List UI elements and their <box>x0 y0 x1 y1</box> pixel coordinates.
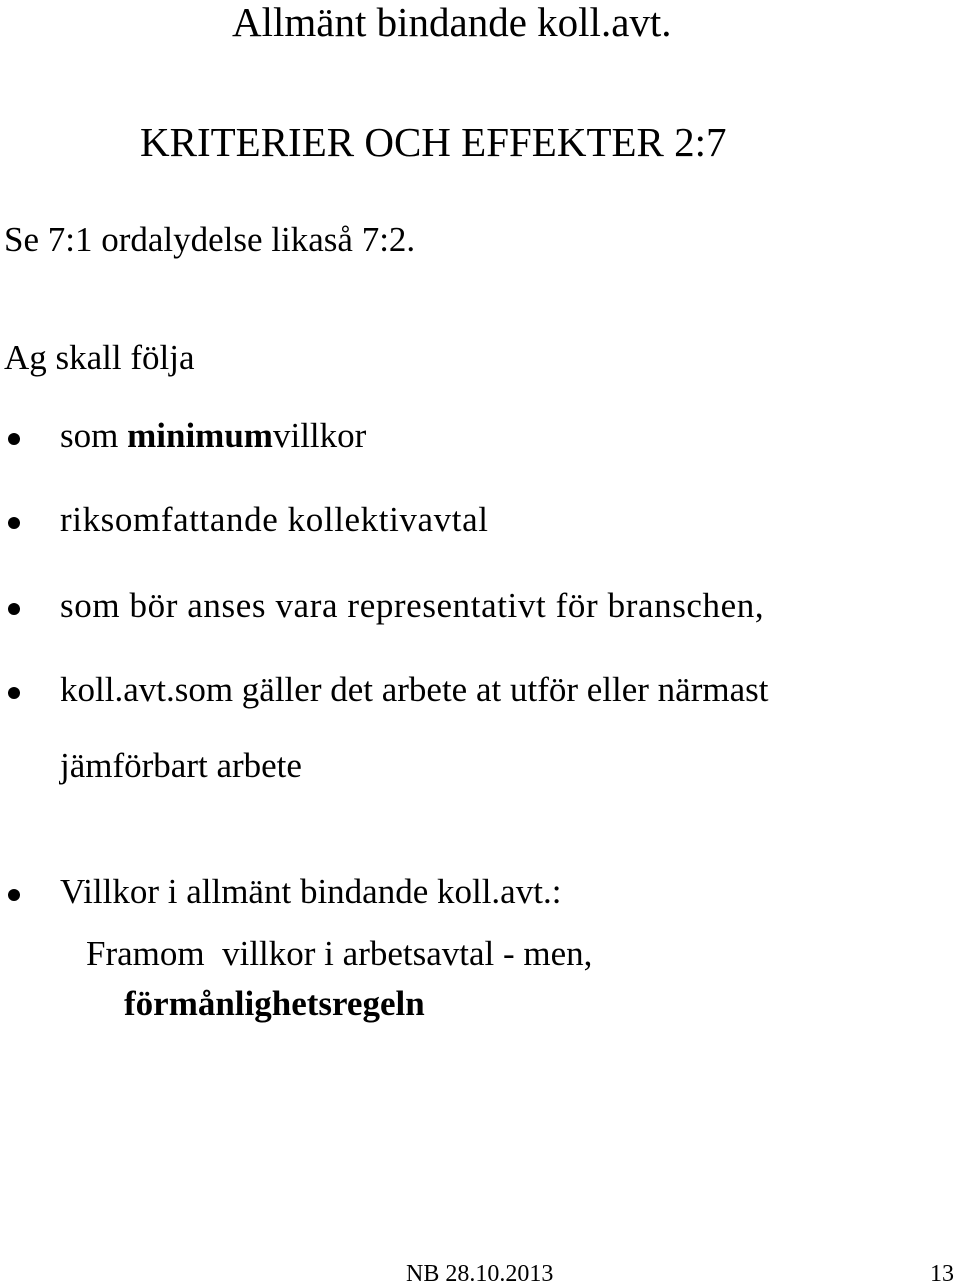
slide-subtitle: KRITERIER OCH EFFEKTER 2:7 <box>140 119 727 165</box>
bullet-dot-icon <box>8 687 20 699</box>
bullet-text: riksomfattande kollektivavtal <box>60 500 489 539</box>
bullet-dot-icon <box>8 603 20 615</box>
intro-text: Se 7:1 ordalydelse likaså 7:2. <box>4 220 416 259</box>
bullet-bold-word: minimum <box>127 416 273 455</box>
bullet-dot-icon <box>8 517 20 529</box>
bullet-dot-icon <box>8 889 20 901</box>
bullet-text: som bör anses vara representativt för branschen, <box>60 586 765 625</box>
bullet-continuation: jämförbart arbete <box>60 746 302 785</box>
slide-title: Allmänt bindande koll.avt. <box>232 0 672 45</box>
page-number: 13 <box>930 1261 954 1287</box>
bullet-text: koll.avt.som gäller det arbete at utför eller närmast <box>60 670 769 709</box>
bullet-suffix: villkor <box>272 416 367 455</box>
lead-text: Ag skall följa <box>4 338 195 377</box>
bullet-dot-icon <box>8 433 20 445</box>
bullet-prefix: som <box>60 416 128 455</box>
bullet-text <box>60 418 366 453</box>
footer-date: NB 28.10.2013 <box>406 1261 554 1287</box>
sub-line: Framom villkor i arbetsavtal - men, <box>86 934 593 973</box>
bullet-text: Villkor i allmänt bindande koll.avt.: <box>60 872 562 911</box>
bullet-item-villkor <box>0 874 960 914</box>
bullet-item-minimum <box>0 418 960 458</box>
bullet-item-riksomfattande <box>0 502 960 542</box>
bullet-item-kollavt <box>0 672 960 712</box>
bullet-item-representativt <box>0 588 960 628</box>
sub-line-bold: förmånlighetsregeln <box>124 984 425 1023</box>
